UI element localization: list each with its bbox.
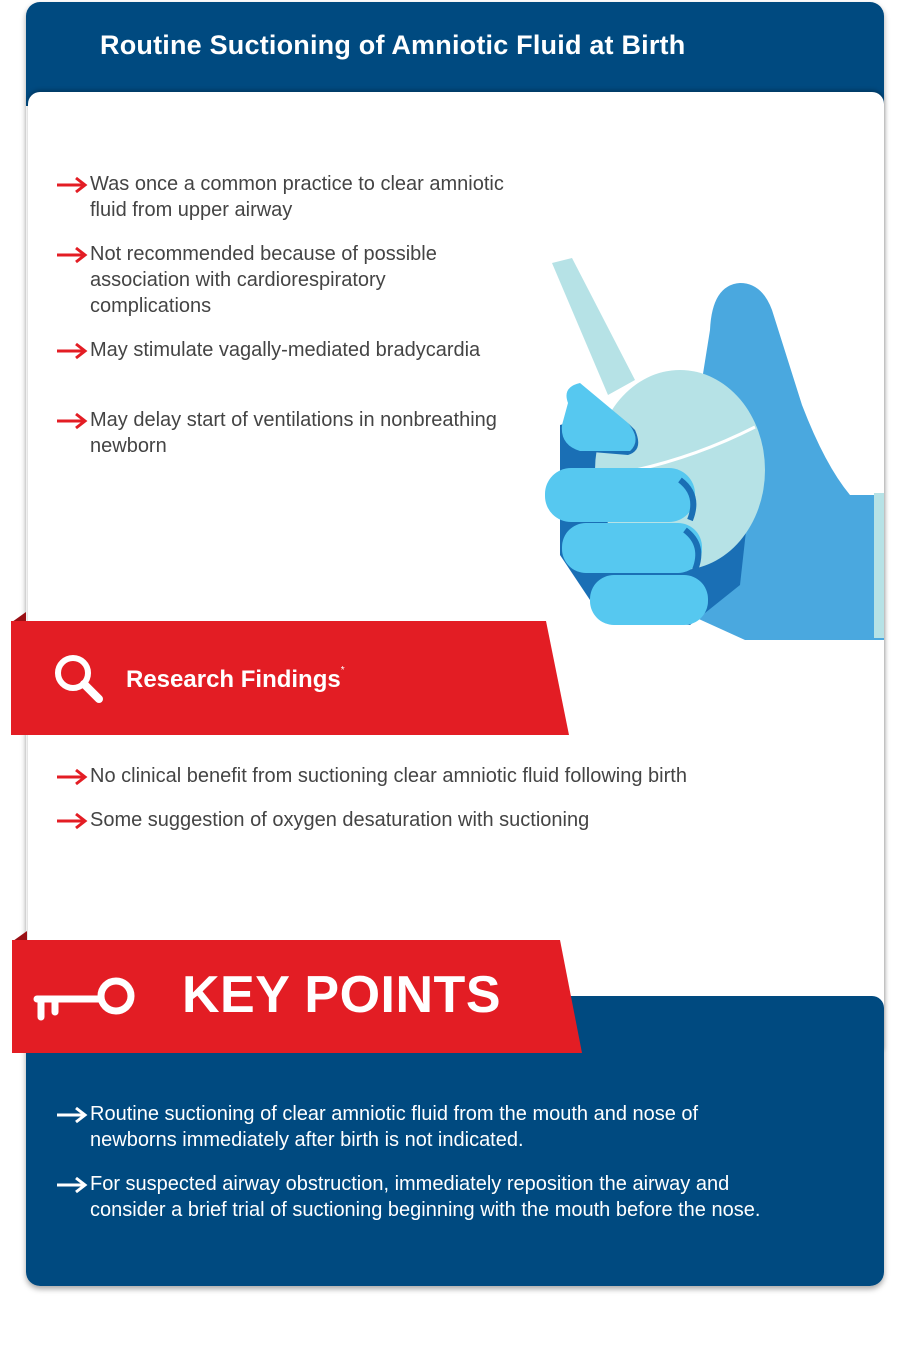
research-findings-heading: Research Findings* — [126, 665, 345, 693]
arrow-right-icon — [56, 767, 90, 787]
bullet-text: Some suggestion of oxygen desaturation with suctioning — [90, 809, 590, 831]
arrow-right-icon — [56, 245, 90, 265]
bullet-text: May delay start of ventilations in nonbreathing newborn — [90, 409, 497, 457]
list-item — [56, 407, 510, 459]
bullet-text: For suspected airway obstruction, immediately reposition the airway and consider a brief trial of suctioning beginning with the mouth before the nose. — [90, 1173, 761, 1221]
bullet-text: May stimulate vagally-mediated bradycardia — [90, 339, 481, 361]
bullet-text: Routine suctioning of clear amniotic fluid from the mouth and nose of newborns immediately after birth is not indicated. — [90, 1103, 699, 1151]
arrow-right-icon — [56, 411, 90, 431]
bullet-text: No clinical benefit from suctioning clear amniotic fluid following birth — [90, 765, 687, 787]
bullet-text: Not recommended because of possible association with cardiorespiratory complications — [90, 243, 437, 317]
magnifier-icon — [52, 652, 106, 706]
list-item — [56, 763, 790, 789]
arrow-right-icon — [56, 175, 90, 195]
arrow-right-icon — [56, 1175, 90, 1195]
list-item — [56, 171, 510, 223]
arrow-right-icon — [56, 1105, 90, 1125]
page-title: Routine Suctioning of Amniotic Fluid at Birth — [100, 30, 686, 60]
gloved-hand-bulb-syringe-illustration — [540, 255, 884, 640]
arrow-right-icon — [56, 811, 90, 831]
list-item — [56, 807, 790, 833]
list-item — [56, 241, 510, 319]
list-item — [56, 1171, 770, 1223]
arrow-right-icon — [56, 341, 90, 361]
key-icon — [33, 975, 139, 1021]
bullet-text: Was once a common practice to clear amniotic fluid from upper airway — [90, 173, 504, 221]
key-points-heading: KEY POINTS — [182, 966, 502, 1024]
list-item — [56, 337, 510, 363]
list-item — [56, 1101, 770, 1153]
